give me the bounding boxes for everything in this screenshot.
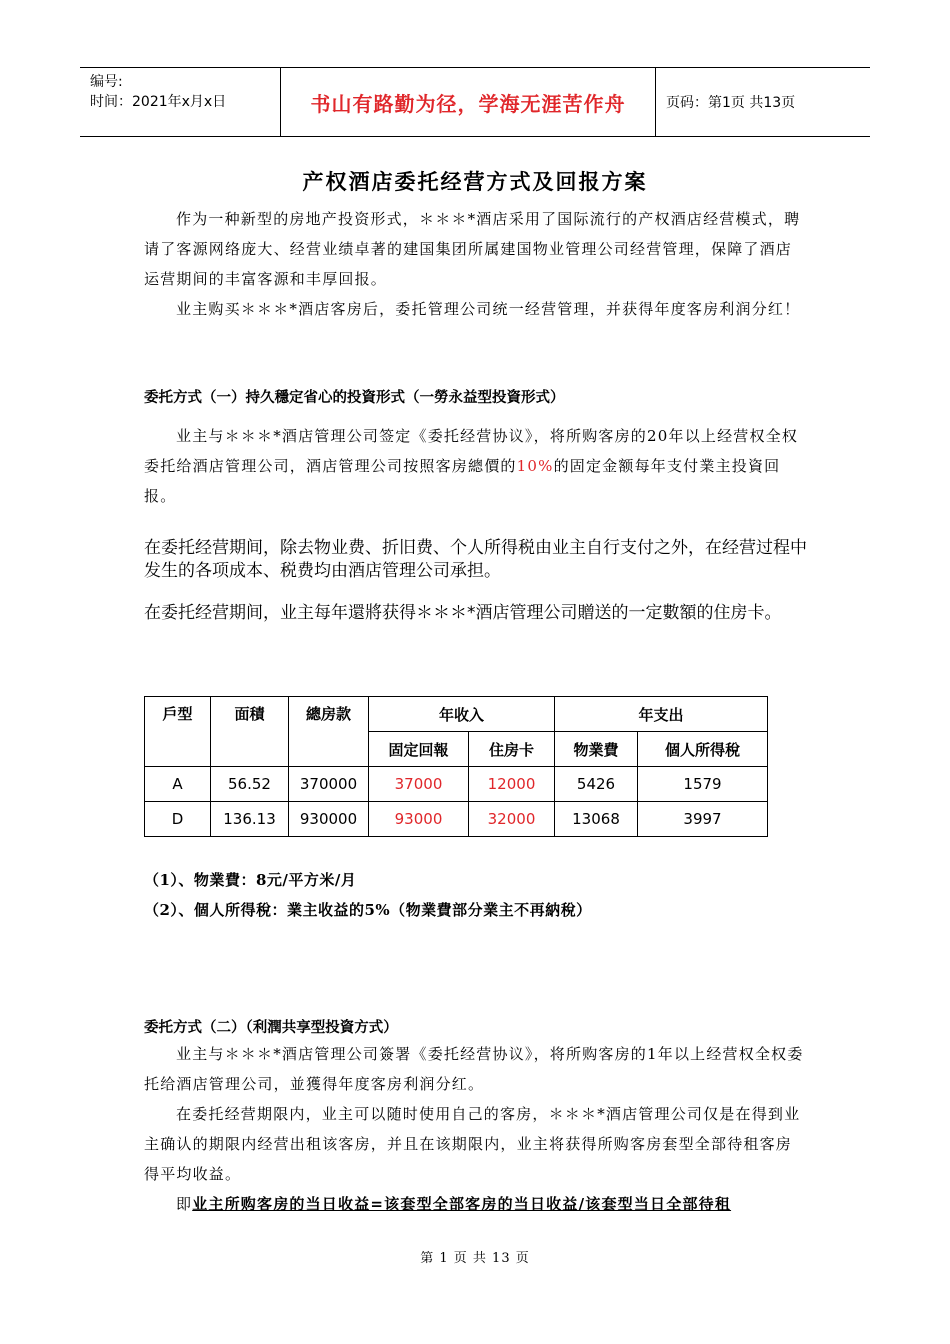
page-footer: 第 1 页 共 13 页 xyxy=(420,1251,530,1266)
header-total: 總房款 xyxy=(289,697,369,767)
cell-property-fee: 5426 xyxy=(555,767,638,802)
section1-paragraph-3: 在委托经营期间，业主每年還將获得＊＊＊*酒店管理公司贈送的一定數額的住房卡。 xyxy=(144,603,782,623)
intro-paragraph-2: 业主购买＊＊＊*酒店客房后，委托管理公司统一经营管理，并获得年度客房利润分红！ xyxy=(176,300,801,318)
cell-income-tax: 1579 xyxy=(638,767,768,802)
header-fixed-return: 固定回報 xyxy=(369,732,469,767)
formula-text: 业主所购客房的当日收益=该套型全部客房的当日收益/该套型当日全部待租 xyxy=(192,1195,732,1213)
header-meta xyxy=(80,68,281,136)
section1-paragraph-2: 在委托经营期间，除去物业费、折旧费、个人所得税由业主自行支付之外，在经营过程中发生的各项成本、税费均由酒店管理公司承担。 xyxy=(144,538,807,581)
section2-paragraph-3 xyxy=(144,1189,808,1219)
table-row xyxy=(145,767,768,802)
cell-fixed-return: 37000 xyxy=(369,767,469,802)
cell-type: D xyxy=(145,802,211,837)
cell-area: 56.52 xyxy=(211,767,289,802)
section1-p1-text-after: 的固定金额每年支付業主投資回报。 xyxy=(144,457,781,505)
time-label: 时间：2021年x月x日 xyxy=(90,94,227,110)
investment-table xyxy=(144,696,768,837)
header-property-fee: 物業費 xyxy=(555,732,638,767)
header-area: 面積 xyxy=(211,697,289,767)
document-header xyxy=(80,67,870,137)
header-income: 年收入 xyxy=(369,697,555,732)
cell-total: 370000 xyxy=(289,767,369,802)
note-2: （2）、個人所得稅：業主收益的5%（物業費部分業主不再納稅） xyxy=(144,901,592,919)
header-type: 戶型 xyxy=(145,697,211,767)
header-expense: 年支出 xyxy=(555,697,768,732)
cell-type: A xyxy=(145,767,211,802)
cell-property-fee: 13068 xyxy=(555,802,638,837)
section1-heading: 委托方式（一）持久穩定省心的投資形式（一勞永益型投資形式） xyxy=(144,390,565,406)
cell-area: 136.13 xyxy=(211,802,289,837)
cell-fixed-return: 93000 xyxy=(369,802,469,837)
section2-paragraph-2: 在委托经营期限内，业主可以随时使用自己的客房，＊＊＊*酒店管理公司仅是在得到业主确认的期限内经营出租该客房，并且在该期限内，业主将获得所购客房套型全部待租客房得平均收益。 xyxy=(144,1105,801,1183)
formula-prefix: 即 xyxy=(176,1195,193,1213)
table-row xyxy=(145,802,768,837)
number-label: 编号: xyxy=(90,74,123,90)
section1-p1-text-before: 业主与＊＊＊*酒店管理公司签定《委托经营协议》，将所购客房的20年以上经营权全权委托给酒店管理公司，酒店管理公司按照客房總價的 xyxy=(144,427,799,475)
cell-income-tax: 3997 xyxy=(638,802,768,837)
header-income-tax: 個人所得稅 xyxy=(638,732,768,767)
section2-heading: 委托方式（二）（利潤共享型投資方式） xyxy=(144,1020,398,1036)
cell-room-card: 32000 xyxy=(469,802,555,837)
cell-total: 930000 xyxy=(289,802,369,837)
header-motto: 书山有路勤为径，学海无涯苦作舟 xyxy=(281,68,656,136)
note-1: （1）、物業費：8元/平方米/月 xyxy=(144,871,357,889)
cell-room-card: 12000 xyxy=(469,767,555,802)
section2-paragraph-1: 业主与＊＊＊*酒店管理公司簽署《委托经营协议》，将所购客房的1年以上经营权全权委托给酒店管理公司，並獲得年度客房利润分红。 xyxy=(144,1045,804,1093)
section1-return-rate: 10% xyxy=(516,457,554,475)
header-room-card: 住房卡 xyxy=(469,732,555,767)
header-page-info: 页码：第1页 共13页 xyxy=(666,95,796,111)
intro-paragraph-1: 作为一种新型的房地产投资形式，＊＊＊*酒店采用了国际流行的产权酒店经营模式，聘请了客源网络庞大、经营业绩卓著的建国集团所属建国物业管理公司经营管理，保障了酒店运营期间的丰富客源和丰厚回报。 xyxy=(144,210,801,288)
document-title: 产权酒店委托经营方式及回报方案 xyxy=(302,170,648,194)
section1-paragraph-1 xyxy=(144,421,808,511)
